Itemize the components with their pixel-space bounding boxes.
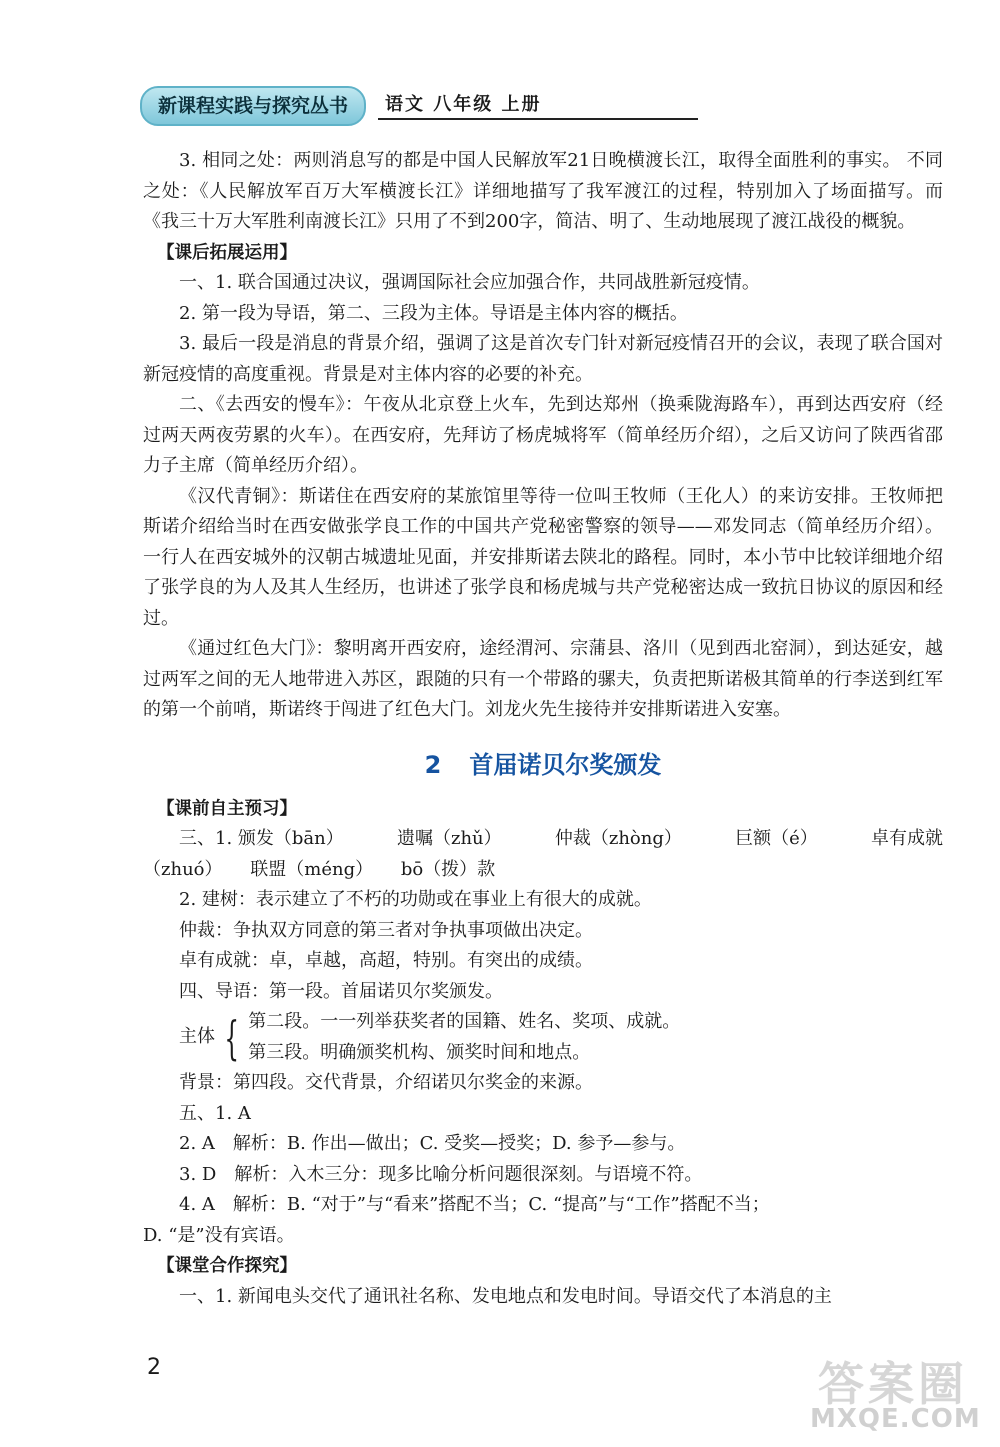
watermark-url: MXQE.COM <box>810 1404 981 1434</box>
body-items <box>248 1007 680 1068</box>
pinyin-item: bō（拨）款 <box>400 858 496 880</box>
body-item: 第三段。明确颁奖机构、颁奖时间和地点。 <box>248 1041 591 1063</box>
answer-paragraph: 4. A 解析：B. “对于”与“看来”搭配不当；C. “提高”与“工作”搭配不当； <box>179 1194 770 1215</box>
section-heading-preview: 【课前自主预习】 <box>157 798 297 819</box>
pinyin-row-2 <box>143 855 943 886</box>
watermark-logo-text: 答案圈 <box>818 1357 968 1411</box>
pinyin-item: （zhuó） <box>143 858 223 880</box>
body-item: 第二段。一一列举获奖者的国籍、姓名、奖项、成就。 <box>248 1011 681 1032</box>
answer-paragraph: 卓有成就：卓，卓越，高超，特别。有突出的成绩。 <box>179 950 593 971</box>
curly-brace: { <box>224 1010 239 1065</box>
body-label: 主体 <box>179 1026 215 1048</box>
answer-paragraph: 2. A 解析：B. 作出—做出；C. 受奖—授奖；D. 参予—参与。 <box>179 1133 686 1154</box>
answer-paragraph: 五、1. A <box>179 1102 251 1124</box>
pinyin-item: 卓有成就 <box>870 828 943 849</box>
answer-paragraph: 《汉代青铜》：斯诺住在西安府的某旅馆里等待一位叫王牧师（王化人）的来访安排。王牧师把斯诺介绍给当时在西安做张学良工作的中国共产党秘密警察的领导——邓发同志（简单经历介绍）。一行人在西安城外的汉朝古城遗址见面，并安排斯诺去陕北的路程。同时，本小节中比较详细地介绍了张学良的为人及其人生经历，也讲述了张学良和杨虎城与共产党秘密达成一致抗日协议的原因和经过。 <box>143 485 943 629</box>
answer-paragraph: 背景：第四段。交代背景，介绍诺贝尔奖金的来源。 <box>179 1072 593 1093</box>
series-title-badge: 新课程实践与探究丛书 <box>140 86 366 126</box>
chapter-name: 首届诺贝尔奖颁发 <box>469 750 662 779</box>
answer-paragraph: 一、1. 联合国通过决议，强调国际社会应加强合作，共同战胜新冠疫情。 <box>179 272 760 293</box>
chapter-title <box>143 748 943 782</box>
pinyin-item: 联盟（méng） <box>250 858 374 880</box>
answer-paragraph: 四、导语：第一段。首届诺贝尔奖颁发。 <box>179 980 503 1002</box>
section-heading-cooperation: 【课堂合作探究】 <box>157 1256 297 1276</box>
page-number: 2 <box>147 1355 161 1380</box>
pinyin-item: 遗嘱（zhǔ） <box>396 828 502 849</box>
answer-paragraph: 仲裁：争执双方同意的第三者对争执事项做出决定。 <box>179 919 593 941</box>
answer-paragraph: 3. D 解析：入木三分：现多比喻分析问题很深刻。与语境不符。 <box>179 1163 703 1185</box>
page-header <box>140 86 940 126</box>
answer-paragraph: 一、1. 新闻电头交代了通讯社名称、发电地点和发电时间。导语交代了本消息的主 <box>179 1285 832 1307</box>
body-structure-group <box>143 1007 943 1068</box>
answer-paragraph: 3. 相同之处：两则消息写的都是中国人民解放军21日晚横渡长江，取得全面胜利的事实。 不同之处：《人民解放军百万大军横渡长江》详细地描写了我军渡江的过程，特别加入了场面描写。而《我三十万大军胜利南渡长江》只用了不到200字，简洁、明了、生动地展现了渡江战役的概貌。 <box>143 150 943 232</box>
page-content <box>143 146 943 1312</box>
chapter-number: 2 <box>424 750 442 779</box>
answer-paragraph: 二、《去西安的慢车》：午夜从北京登上火车，先到达郑州（换乘陇海路车），再到达西安府（经过两天两夜劳累的火车）。在西安府，先拜访了杨虎城将军（简单经历介绍），之后又访问了陕西省邵力子主席（简单经历介绍）。 <box>143 394 943 476</box>
answer-paragraph: 2. 第一段为导语，第二、三段为主体。导语是主体内容的概括。 <box>179 302 688 324</box>
pinyin-item: 仲裁（zhòng） <box>554 828 682 849</box>
section-heading-extension: 【课后拓展运用】 <box>157 242 297 263</box>
answer-paragraph: 3. 最后一段是消息的背景介绍，强调了这是首次专门针对新冠疫情召开的会议，表现了联合国对新冠疫情的高度重视。背景是对主体内容的必要的补充。 <box>143 333 943 385</box>
pinyin-row-1 <box>143 824 943 855</box>
answer-paragraph: D. “是”没有宾语。 <box>143 1224 295 1246</box>
pinyin-item: 三、1. 颁发（bān） <box>179 828 344 849</box>
answer-paragraph: 2. 建树：表示建立了不朽的功勋或在事业上有很大的成就。 <box>179 889 652 910</box>
subject-grade-label: 语文 八年级 上册 <box>385 94 542 115</box>
watermark <box>810 1348 980 1438</box>
header-rule <box>378 118 698 120</box>
pinyin-item: 巨额（é） <box>735 828 818 849</box>
answer-paragraph: 《通过红色大门》：黎明离开西安府，途经渭河、宗蒲县、洛川（见到西北窑洞），到达延安，越过两军之间的无人地带进入苏区，跟随的只有一个带路的骡夫，负责把斯诺极其简单的行李送到红军的第一个前哨，斯诺终于闯进了红色大门。刘龙火先生接待并安排斯诺进入安塞。 <box>143 638 943 720</box>
